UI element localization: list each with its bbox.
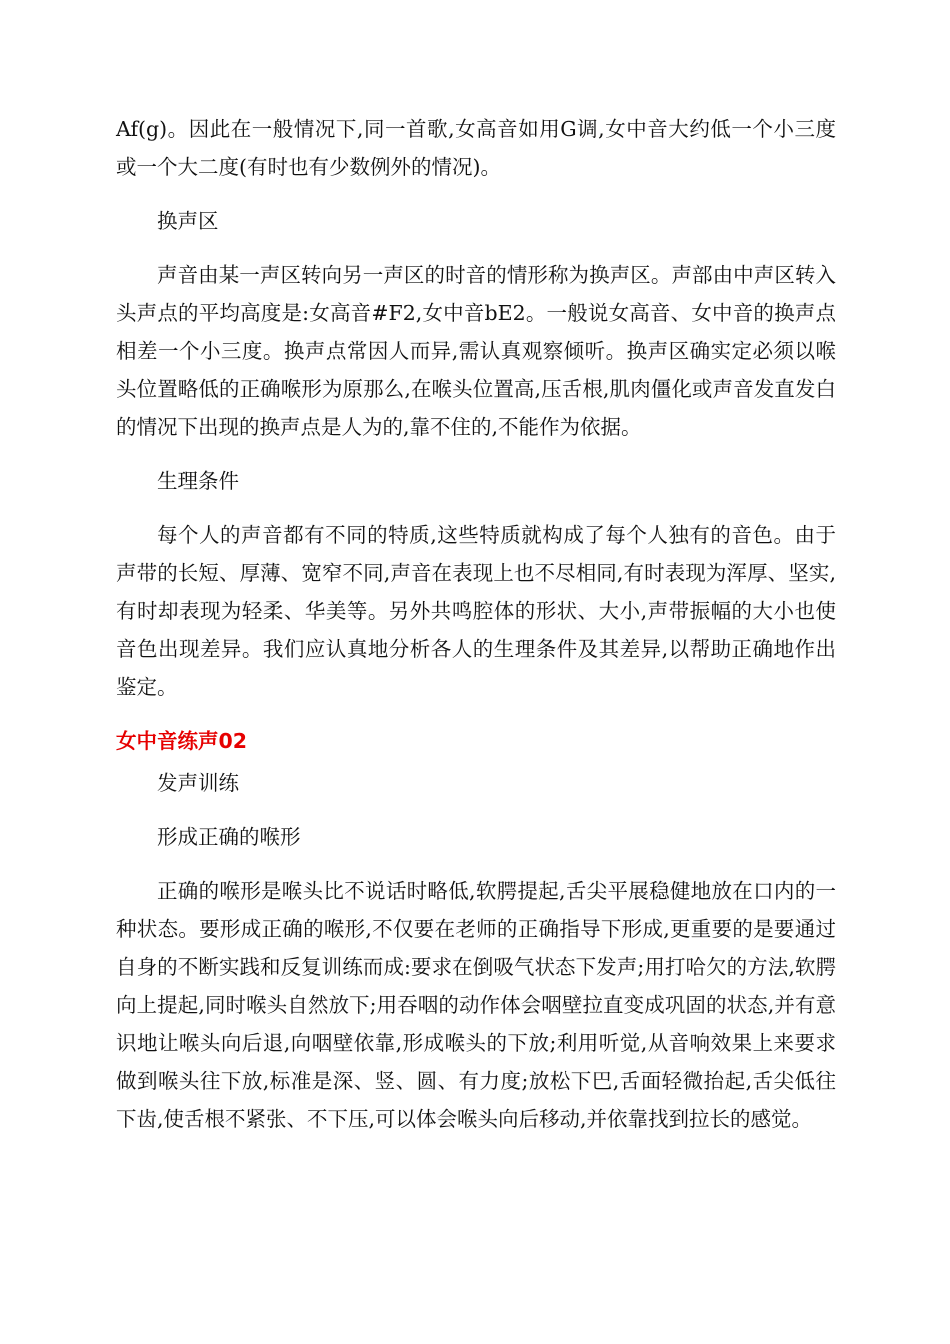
paragraph-continuation: Af(g)。因此在一般情况下,同一首歌,女高音如用G调,女中音大约低一个小三度或一个大二度(有时也有少数例外的情况)。 [116,117,836,179]
document-body [116,110,836,1154]
subheading-larynx-shape: 形成正确的喉形 [157,825,301,849]
paragraph-physiology: 每个人的声音都有不同的特质,这些特质就构成了每个人独有的音色。由于声带的长短、厚薄、宽窄不同,声音在表现上也不尽相同,有时表现为浑厚、坚实,有时却表现为轻柔、华美等。另外共鸣腔体的形状、大小,声带振幅的大小也使音色出现差异。我们应认真地分析各人的生理条件及其差异,以帮助正确地作出鉴定。 [116,523,836,699]
subheading-physiology: 生理条件 [157,469,239,493]
paragraph-register-change: 声音由某一声区转向另一声区的时音的情形称为换声区。声部由中声区转入头声点的平均高度是:女高音#F2,女中音bE2。一般说女高音、女中音的换声点相差一个小三度。换声点常因人而异,需认真观察倾听。换声区确实定必须以喉头位置略低的正确喉形为原那么,在喉头位置高,压舌根,肌肉僵化或声音发直发白的情况下出现的换声点是人为的,靠不住的,不能作为依据。 [116,263,836,439]
section-title: 女中音练声02 [116,729,248,753]
paragraph-larynx-shape: 正确的喉形是喉头比不说话时略低,软腭提起,舌尖平展稳健地放在口内的一种状态。要形成正确的喉形,不仅要在老师的正确指导下形成,更重要的是要通过自身的不断实践和反复训练而成:要求在倒吸气状态下发声;用打哈欠的方法,软腭向上提起,同时喉头自然放下;用吞咽的动作体会咽壁拉直变成巩固的状态,并有意识地让喉头向后退,向咽壁依靠,形成喉头的下放;利用听觉,从音响效果上来要求做到喉头往下放,标准是深、竖、圆、有力度;放松下巴,舌面轻微抬起,舌尖低往下齿,使舌根不紧张、不下压,可以体会喉头向后移动,并依靠找到拉长的感觉。 [116,879,836,1131]
subheading-register-change: 换声区 [157,209,219,233]
subheading-vocal-training: 发声训练 [157,771,239,795]
